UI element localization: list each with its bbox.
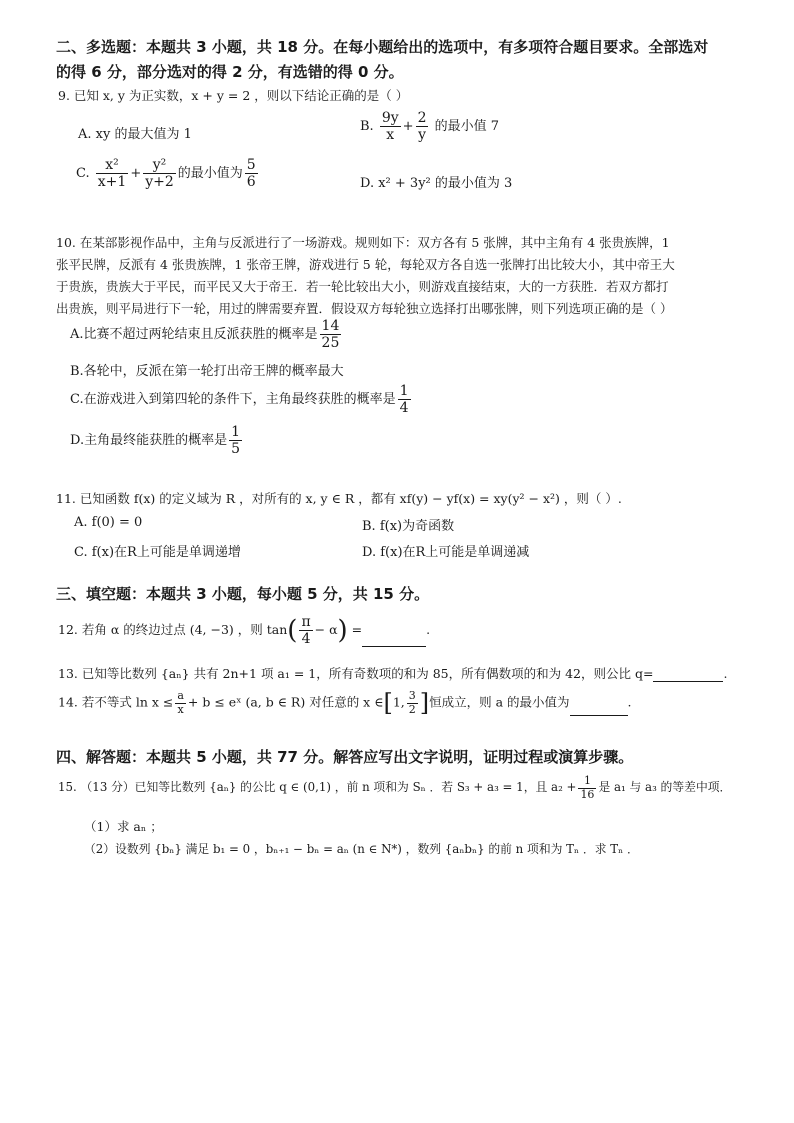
q10-option-d: D.主角最终能获胜的概率是 $\frac{1}{5}$ <box>70 424 241 458</box>
q11-option-b: B. f(x)为奇函数 <box>362 519 455 534</box>
q9-option-b: B. $\frac{9y}{x}$ + $\frac{2}{y}$ 的最小值 7 <box>360 110 500 144</box>
section-3-header: 三、填空题：本题共 3 小题，每小题 5 分，共 15 分。 <box>56 585 430 603</box>
q10-option-b: B.各轮中，反派在第一轮打出帝王牌的概率最大 <box>70 364 344 379</box>
q11-option-a: A. f(0) = 0 <box>74 515 143 530</box>
q11-option-c: C. f(x)在R上可能是单调递增 <box>74 545 241 560</box>
section-2-header-line2: 的得 6 分，部分选对的得 2 分，有选错的得 0 分。 <box>56 63 404 81</box>
q10-option-a: A.比赛不超过两轮结束且反派获胜的概率是 $\frac{14}{25}$ <box>70 318 340 352</box>
q9-option-d: D. x² + 3y² 的最小值为 3 <box>360 176 513 191</box>
q9-option-a: A. xy 的最大值为 1 <box>78 127 192 142</box>
q12: 12. 若角 α 的终边过点 (4, −3) ，则 tan( $\frac{\pi}{4}$ − α) = . <box>58 614 431 648</box>
q15-part2: （2）设数列 {bₙ} 满足 b₁ = 0 ，bₙ₊₁ − bₙ = aₙ (n ∈ N*) ，数列 {aₙbₙ} 的前 n 项和为 Tₙ ．求 Tₙ ． <box>84 842 639 856</box>
q14: 14. 若不等式 ln x ≤ $\frac{a}{x}$ + b ≤ eˣ (a, b ∈ R) 对任意的 x ∈[1, $\frac{3}{2}$ ]恒成立，则 a 的最小值为 . <box>58 689 632 718</box>
section-2-header-line1: 二、多选题：本题共 3 小题，共 18 分。在每小题给出的选项中，有多项符合题目要求。全部选对 <box>56 38 709 56</box>
q15-part1: （1）求 aₙ ； <box>84 819 163 834</box>
q15-stem: 15. （13 分）已知等比数列 {aₙ} 的公比 q ∈ (0,1) ，前 n 项和为 Sₙ ．若 S₃ + a₃ = 1，且 a₂ + $\frac{1}{16}$ 是 a₁ 与 a₃ 的等差中项． <box>58 774 732 801</box>
q9-option-c: C. $\frac{\text{x²}}{x+1}$ + $\frac{\text{y²}}{y+2}$ 的最小值为 $\frac{5}{6}$ <box>76 157 256 191</box>
q12-answer-blank <box>362 632 426 647</box>
q11-stem: 11. 已知函数 f(x) 的定义域为 R ，对所有的 x, y ∈ R ，都有 xf(y) − yf(x) = xy(y² − x²) ，则（ ）. <box>56 491 622 506</box>
q10-line3: 于贵族，贵族大于平民，而平民又大于帝王．若一轮比较出大小，则游戏直接结束，大的一方获胜．若双方都打 <box>56 279 669 294</box>
q13-answer-blank <box>653 667 723 682</box>
q11-option-d: D. f(x)在R上可能是单调递减 <box>362 545 530 560</box>
section-4-header: 四、解答题：本题共 5 小题，共 77 分。解答应写出文字说明，证明过程或演算步骤。 <box>56 748 634 766</box>
q10-line2: 张平民牌，反派有 4 张贵族牌，1 张帝王牌，游戏进行 5 轮，每轮双方各自选一张牌打出比较大小，其中帝王大 <box>56 257 675 272</box>
q10-option-c: C.在游戏进入到第四轮的条件下，主角最终获胜的概率是 $\frac{1}{4}$ <box>70 383 409 417</box>
q10-line4: 出贵族，则平局进行下一轮，用过的牌需要弃置．假设双方每轮独立选择打出哪张牌，则下列选项正确的是（ ） <box>56 301 673 316</box>
q14-answer-blank <box>570 701 628 716</box>
q10-line1: 10. 在某部影视作品中，主角与反派进行了一场游戏。规则如下：双方各有 5 张牌，其中主角有 4 张贵族牌，1 <box>56 235 670 250</box>
q13: 13. 已知等比数列 {aₙ} 共有 2n+1 项 a₁ = 1，所有奇数项的和为 85，所有偶数项的和为 42，则公比 q= . <box>58 666 728 681</box>
q9-stem: 9. 已知 x, y 为正实数，x + y = 2 ，则以下结论正确的是（ ） <box>58 88 409 103</box>
